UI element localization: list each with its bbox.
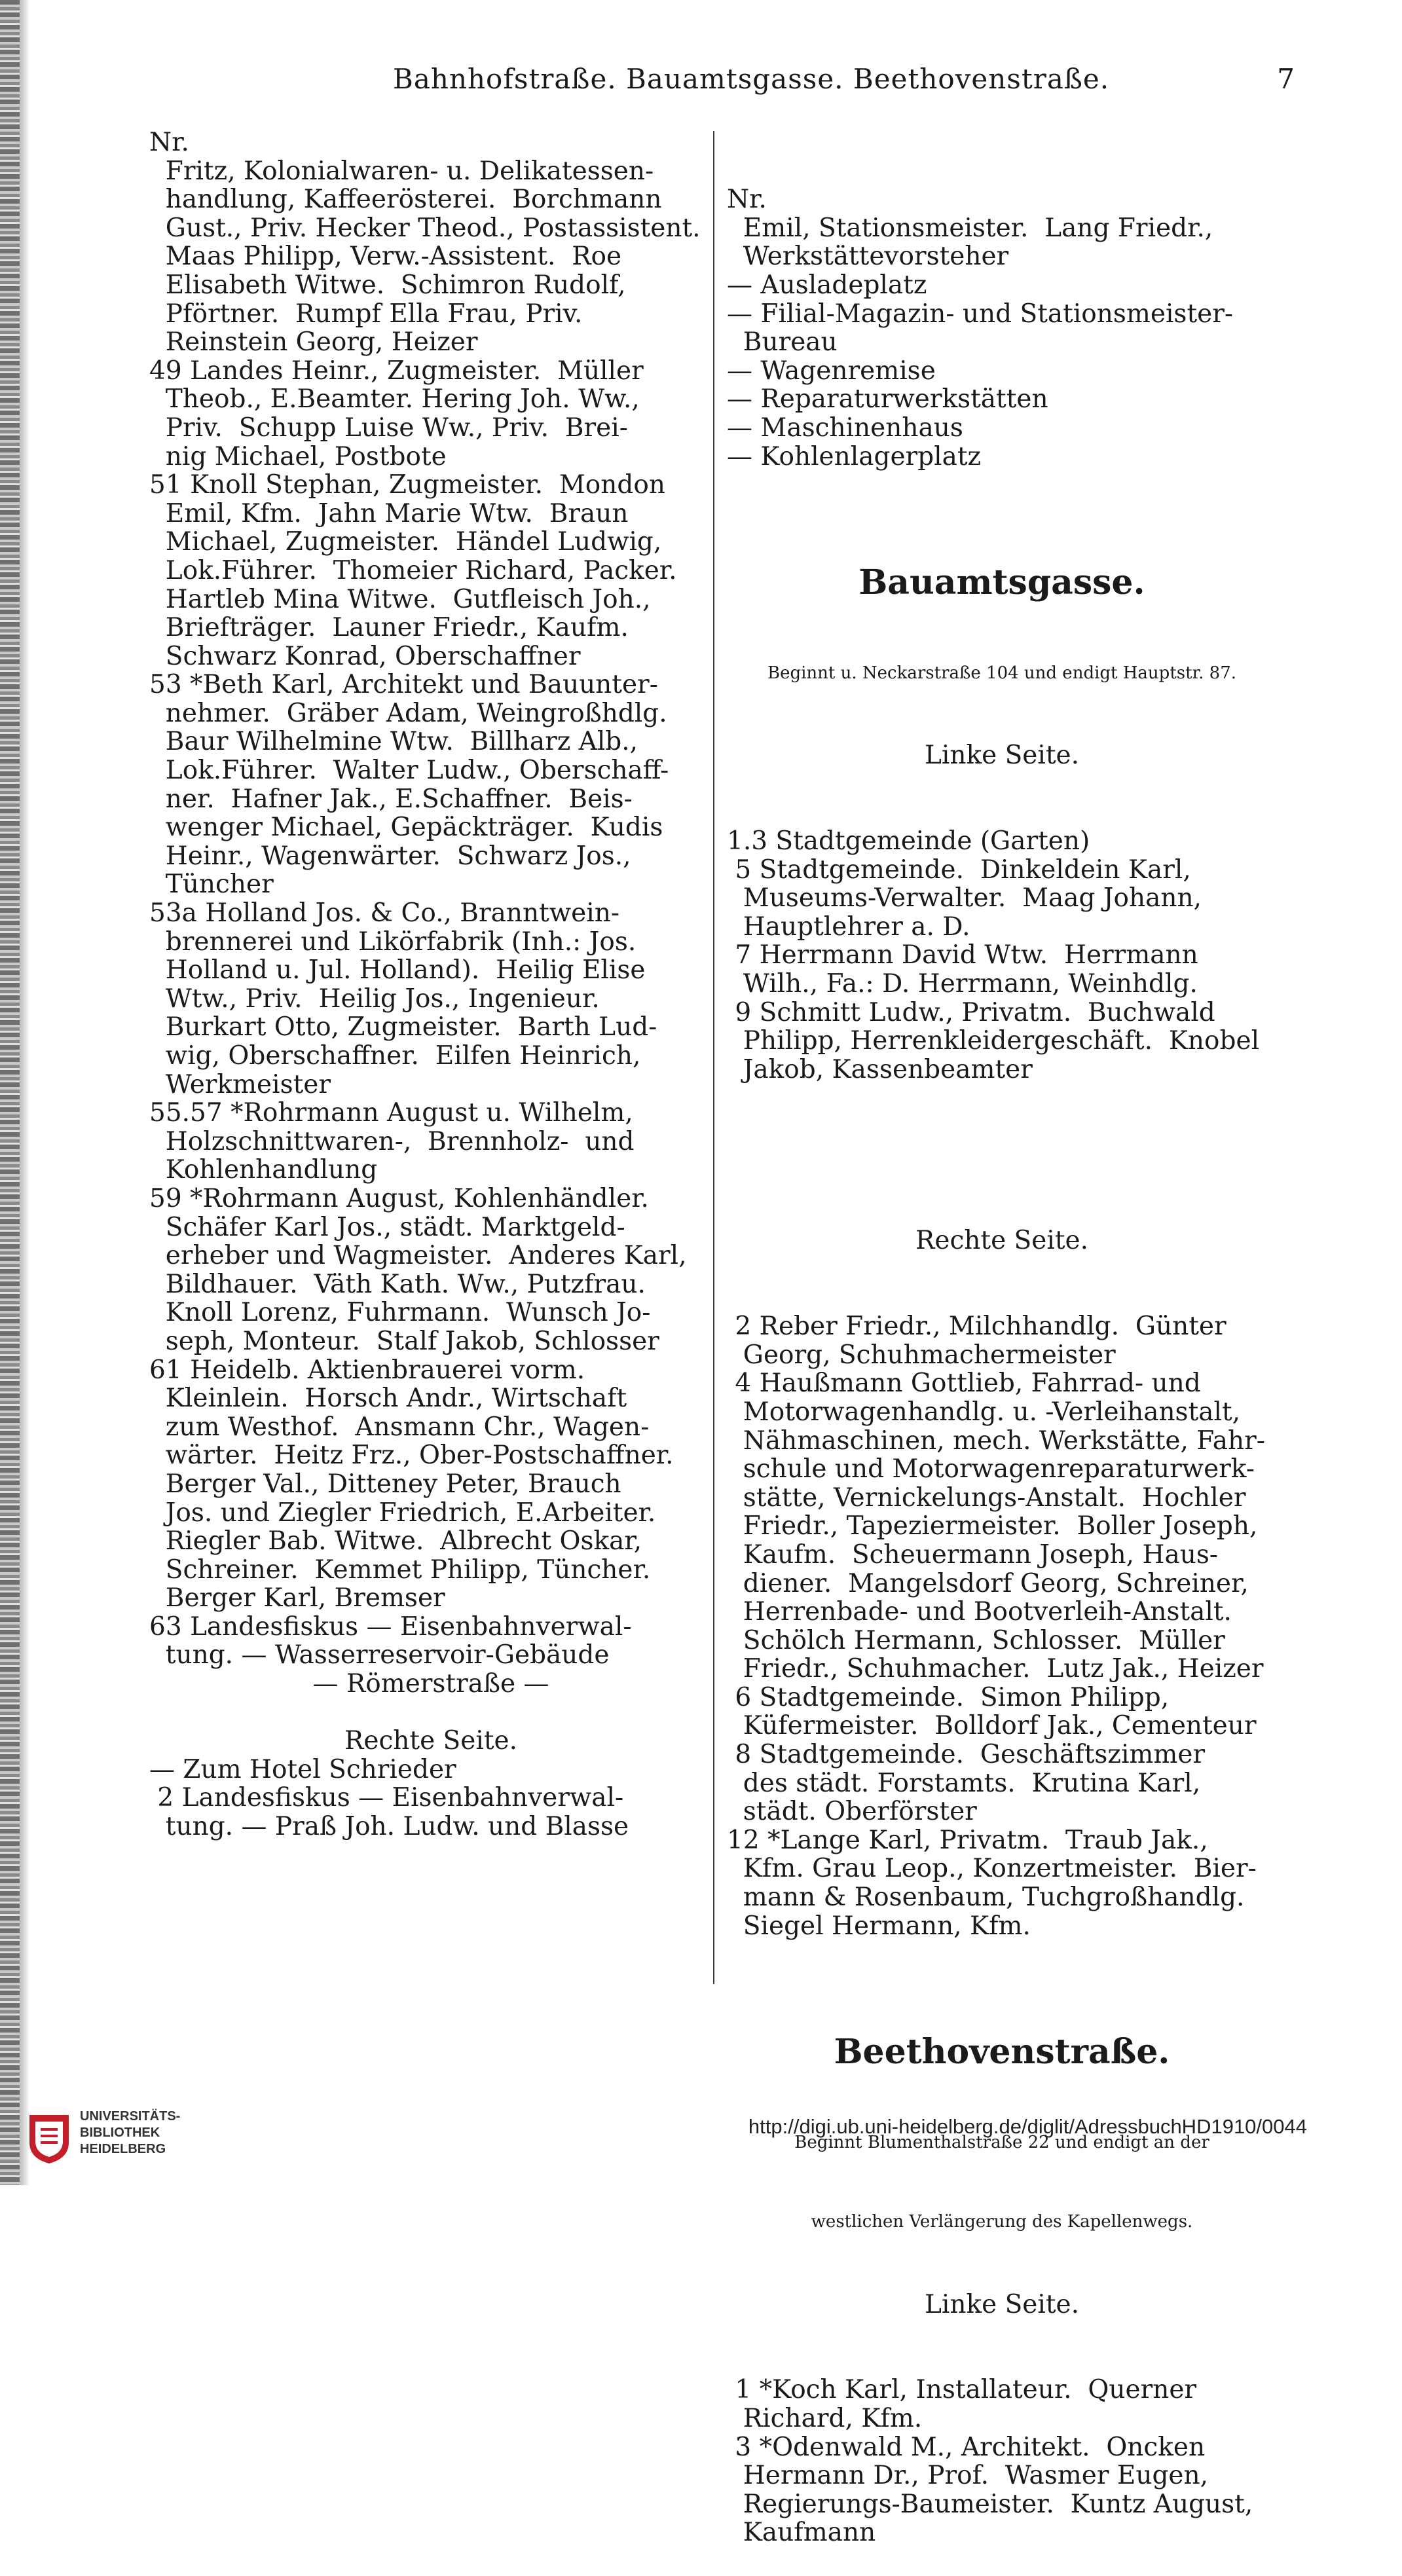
directory-line: Elisabeth Witwe. Schimron Rudolf, bbox=[149, 270, 626, 300]
beethovenstrasse-note-2: westlichen Verlängerung des Kapellenwegs. bbox=[811, 2212, 1193, 2232]
directory-line: Nr. bbox=[727, 185, 767, 215]
page-header bbox=[393, 63, 1310, 109]
directory-line: Friedr., Tapeziermeister. Boller Joseph, bbox=[727, 1511, 1258, 1541]
directory-line: Holzschnittwaren-, Brennholz- und bbox=[149, 1126, 635, 1156]
directory-line: mann & Rosenbaum, Tuchgroßhandlg. bbox=[727, 1883, 1245, 1913]
book-binding-edge bbox=[0, 0, 20, 2185]
directory-line: Heinr., Wagenwärter. Schwarz Jos., bbox=[149, 841, 631, 871]
directory-line: Reinstein Georg, Heizer bbox=[149, 327, 478, 358]
directory-line: Riegler Bab. Witwe. Albrecht Oskar, bbox=[149, 1526, 642, 1556]
directory-line: wig, Oberschaffner. Eilfen Heinrich, bbox=[149, 1041, 641, 1071]
bauamtsgasse-rechts-list bbox=[727, 1312, 1277, 1940]
directory-line: Emil, Stationsmeister. Lang Friedr., bbox=[727, 213, 1213, 243]
directory-line: seph, Monteur. Stalf Jakob, Schlosser bbox=[149, 1326, 659, 1356]
bauamtsgasse-links-heading: Linke Seite. bbox=[924, 741, 1080, 771]
directory-line: — Römerstraße — bbox=[312, 1669, 549, 1699]
directory-line: wärter. Heitz Frz., Ober-Postschaffner. bbox=[149, 1441, 674, 1471]
directory-line: Friedr., Schuhmacher. Lutz Jak., Heizer bbox=[727, 1654, 1264, 1684]
directory-line: Hauptlehrer a. D. bbox=[727, 911, 970, 942]
directory-line: tung. — Wasserreservoir-Gebäude bbox=[149, 1640, 610, 1670]
directory-line bbox=[149, 1699, 712, 1727]
directory-line: erheber und Wagmeister. Anderes Karl, bbox=[149, 1241, 687, 1271]
directory-line: Kaufmann bbox=[727, 2518, 876, 2548]
directory-line: 8 Stadtgemeinde. Geschäftszimmer bbox=[727, 1740, 1206, 1770]
spacer bbox=[727, 1141, 1277, 1170]
directory-line: ner. Hafner Jak., E.Schaffner. Beis- bbox=[149, 784, 633, 814]
directory-line: Hartleb Mina Witwe. Gutfleisch Joh., bbox=[149, 584, 651, 614]
directory-line: — Maschinenhaus bbox=[727, 413, 963, 443]
directory-line: Kaufm. Scheuermann Joseph, Haus- bbox=[727, 1539, 1219, 1570]
running-title: Bahnhofstraße. Bauamtsgasse. Beethovenstraße. bbox=[393, 63, 1110, 95]
directory-line: 7 Herrmann David Wtw. Herrmann bbox=[727, 940, 1198, 970]
directory-line: schule und Motorwagenreparaturwerk- bbox=[727, 1454, 1255, 1484]
directory-line: Burkart Otto, Zugmeister. Barth Lud- bbox=[149, 1012, 657, 1042]
directory-line: Lok.Führer. Walter Ludw., Oberschaff- bbox=[149, 756, 669, 786]
directory-line: Berger Val., Ditteney Peter, Brauch bbox=[149, 1469, 621, 1499]
directory-line: nig Michael, Postbote bbox=[149, 441, 447, 471]
beethovenstrasse-note-1: Beginnt Blumenthalstraße 22 und endigt an der bbox=[794, 2133, 1209, 2153]
directory-line: 59 *Rohrmann August, Kohlenhändler. bbox=[149, 1183, 649, 1213]
directory-line: — Reparaturwerkstätten bbox=[727, 384, 1048, 414]
beethovenstrasse-heading: Beethovenstraße. bbox=[834, 2032, 1170, 2072]
directory-line: Hermann Dr., Prof. Wasmer Eugen, bbox=[727, 2461, 1209, 2491]
directory-line: 2 Reber Friedr., Milchhandlg. Günter bbox=[727, 1312, 1227, 1342]
university-seal-icon bbox=[26, 2112, 72, 2165]
directory-line: zum Westhof. Ansmann Chr., Wagen- bbox=[149, 1412, 650, 1442]
directory-line: 55.57 *Rohrmann August u. Wilhelm, bbox=[149, 1098, 633, 1128]
source-url[interactable]: http://digi.ub.uni-heidelberg.de/diglit/AdressbuchHD1910/0044 bbox=[748, 2115, 1307, 2138]
directory-line: Bureau bbox=[727, 327, 838, 358]
bauamtsgasse-rechts-heading: Rechte Seite. bbox=[915, 1226, 1088, 1256]
directory-line: Philipp, Herrenkleidergeschäft. Knobel bbox=[727, 1026, 1260, 1056]
directory-line: Georg, Schuhmachermeister bbox=[727, 1340, 1116, 1370]
directory-line: Bildhauer. Väth Kath. Ww., Putzfrau. bbox=[149, 1269, 646, 1299]
directory-line: Berger Karl, Bremser bbox=[149, 1583, 445, 1613]
directory-line: Lok.Führer. Thomeier Richard, Packer. bbox=[149, 555, 677, 585]
directory-line: — Kohlenlagerplatz bbox=[727, 441, 982, 471]
directory-line: — Zum Hotel Schrieder bbox=[149, 1754, 456, 1784]
directory-line: Pförtner. Rumpf Ella Frau, Priv. bbox=[149, 299, 583, 329]
directory-line: Baur Wilhelmine Wtw. Billharz Alb., bbox=[149, 727, 638, 757]
directory-line: Emil, Kfm. Jahn Marie Wtw. Braun bbox=[149, 498, 629, 528]
directory-line: Priv. Schupp Luise Ww., Priv. Brei- bbox=[149, 413, 628, 443]
library-logo-text: UNIVERSITÄTS- BIBLIOTHEK HEIDELBERG bbox=[80, 2109, 181, 2156]
directory-line: 6 Stadtgemeinde. Simon Philipp, bbox=[727, 1682, 1170, 1712]
directory-line: Knoll Lorenz, Fuhrmann. Wunsch Jo- bbox=[149, 1298, 651, 1328]
directory-line: tung. — Praß Joh. Ludw. und Blasse bbox=[149, 1812, 629, 1842]
directory-line: Theob., E.Beamter. Hering Joh. Ww., bbox=[149, 384, 640, 414]
directory-line: 4 Haußmann Gottlieb, Fahrrad- und bbox=[727, 1369, 1201, 1399]
directory-line: Rechte Seite. bbox=[344, 1726, 517, 1756]
directory-line: Museums-Verwalter. Maag Johann, bbox=[727, 883, 1202, 913]
directory-line: Werkstättevorsteher bbox=[727, 242, 1009, 272]
directory-line: Tüncher bbox=[149, 870, 274, 900]
directory-line: wenger Michael, Gepäckträger. Kudis bbox=[149, 813, 663, 843]
directory-line: 2 Landesfiskus — Eisenbahnverwal- bbox=[149, 1783, 624, 1813]
directory-line: des städt. Forstamts. Krutina Karl, bbox=[727, 1768, 1201, 1798]
directory-line: Holland u. Jul. Holland). Heilig Elise bbox=[149, 955, 646, 985]
bauamtsgasse-note: Beginnt u. Neckarstraße 104 und endigt Hauptstr. 87. bbox=[767, 663, 1237, 684]
directory-line: 12 *Lange Karl, Privatm. Traub Jak., bbox=[727, 1825, 1208, 1855]
directory-line: stätte, Vernickelungs-Anstalt. Hochler bbox=[727, 1482, 1246, 1513]
directory-line: Jakob, Kassenbeamter bbox=[727, 1054, 1033, 1084]
directory-line: diener. Mangelsdorf Georg, Schreiner, bbox=[727, 1568, 1249, 1598]
directory-line: Siegel Hermann, Kfm. bbox=[727, 1911, 1031, 1941]
directory-line: 51 Knoll Stephan, Zugmeister. Mondon bbox=[149, 470, 665, 500]
directory-line: 9 Schmitt Ludw., Privatm. Buchwald bbox=[727, 997, 1215, 1027]
column-divider bbox=[713, 131, 714, 1984]
directory-line: Schäfer Karl Jos., städt. Marktgeld- bbox=[149, 1212, 625, 1242]
bauamtsgasse-heading: Bauamtsgasse. bbox=[858, 562, 1145, 602]
directory-line: Nr. bbox=[149, 128, 189, 157]
beethovenstrasse-links-list bbox=[727, 2376, 1277, 2547]
directory-line: Richard, Kfm. bbox=[727, 2403, 923, 2433]
directory-line: brennerei und Likörfabrik (Inh.: Jos. bbox=[149, 927, 636, 957]
bahnhofstrasse-continuation bbox=[727, 185, 1277, 471]
directory-line: Kleinlein. Horsch Andr., Wirtschaft bbox=[149, 1384, 627, 1414]
directory-line: städt. Oberförster bbox=[727, 1797, 977, 1827]
directory-line: Fritz, Kolonialwaren- u. Delikatessen- bbox=[149, 156, 654, 186]
directory-line: Schölch Hermann, Schlosser. Müller bbox=[727, 1625, 1225, 1655]
directory-line: Maas Philipp, Verw.-Assistent. Roe bbox=[149, 242, 622, 272]
directory-line: 1 *Koch Karl, Installateur. Querner bbox=[727, 2375, 1197, 2405]
directory-line: Schreiner. Kemmet Philipp, Tüncher. bbox=[149, 1555, 651, 1585]
directory-line: Schwarz Konrad, Oberschaffner bbox=[149, 641, 581, 671]
bauamtsgasse-links-list bbox=[727, 827, 1277, 1084]
directory-line: Nähmaschinen, mech. Werkstätte, Fahr- bbox=[727, 1426, 1265, 1456]
directory-line: Kfm. Grau Leop., Konzertmeister. Bier- bbox=[727, 1854, 1257, 1884]
directory-line: Michael, Zugmeister. Händel Ludwig, bbox=[149, 527, 662, 557]
directory-line: — Filial-Magazin- und Stationsmeister- bbox=[727, 299, 1234, 329]
directory-line: — Wagenremise bbox=[727, 356, 936, 386]
directory-line: Jos. und Ziegler Friedrich, E.Arbeiter. bbox=[149, 1498, 656, 1528]
directory-line: Regierungs-Baumeister. Kuntz August, bbox=[727, 2489, 1253, 2519]
directory-line: Briefträger. Launer Friedr., Kaufm. bbox=[149, 613, 629, 643]
directory-line: 53a Holland Jos. & Co., Branntwein- bbox=[149, 898, 619, 929]
left-column bbox=[149, 128, 712, 1991]
directory-line: Wilh., Fa.: D. Herrmann, Weinhdlg. bbox=[727, 969, 1198, 999]
directory-line: 49 Landes Heinr., Zugmeister. Müller bbox=[149, 356, 644, 386]
directory-line: 53 *Beth Karl, Architekt und Bauunter- bbox=[149, 670, 658, 700]
directory-line: 5 Stadtgemeinde. Dinkeldein Karl, bbox=[727, 855, 1191, 885]
directory-line: Kohlenhandlung bbox=[149, 1155, 378, 1185]
footer bbox=[0, 2107, 1402, 2185]
directory-line: Wtw., Priv. Heilig Jos., Ingenieur. bbox=[149, 984, 600, 1014]
directory-line: 3 *Odenwald M., Architekt. Oncken bbox=[727, 2432, 1206, 2462]
directory-line: Werkmeister bbox=[149, 1069, 331, 1099]
directory-line: handlung, Kaffeerösterei. Borchmann bbox=[149, 185, 662, 215]
directory-line: 61 Heidelb. Aktienbrauerei vorm. bbox=[149, 1355, 585, 1385]
beethovenstrasse-links-heading: Linke Seite. bbox=[924, 2289, 1080, 2319]
directory-line: Küfermeister. Bolldorf Jak., Cementeur bbox=[727, 1711, 1257, 1741]
page-number: 7 bbox=[1277, 63, 1295, 95]
directory-line: Herrenbade- und Bootverleih-Anstalt. bbox=[727, 1597, 1232, 1627]
directory-line: Motorwagenhandlg. u. -Verleihanstalt, bbox=[727, 1397, 1241, 1427]
directory-line: — Ausladeplatz bbox=[727, 270, 927, 300]
directory-line: 1.3 Stadtgemeinde (Garten) bbox=[727, 826, 1090, 856]
directory-line: 63 Landesfiskus — Eisenbahnverwal- bbox=[149, 1611, 632, 1642]
directory-line: nehmer. Gräber Adam, Weingroßhdlg. bbox=[149, 698, 667, 728]
directory-line: Gust., Priv. Hecker Theod., Postassistent. bbox=[149, 213, 701, 243]
page-gutter-shadow bbox=[20, 0, 29, 2185]
